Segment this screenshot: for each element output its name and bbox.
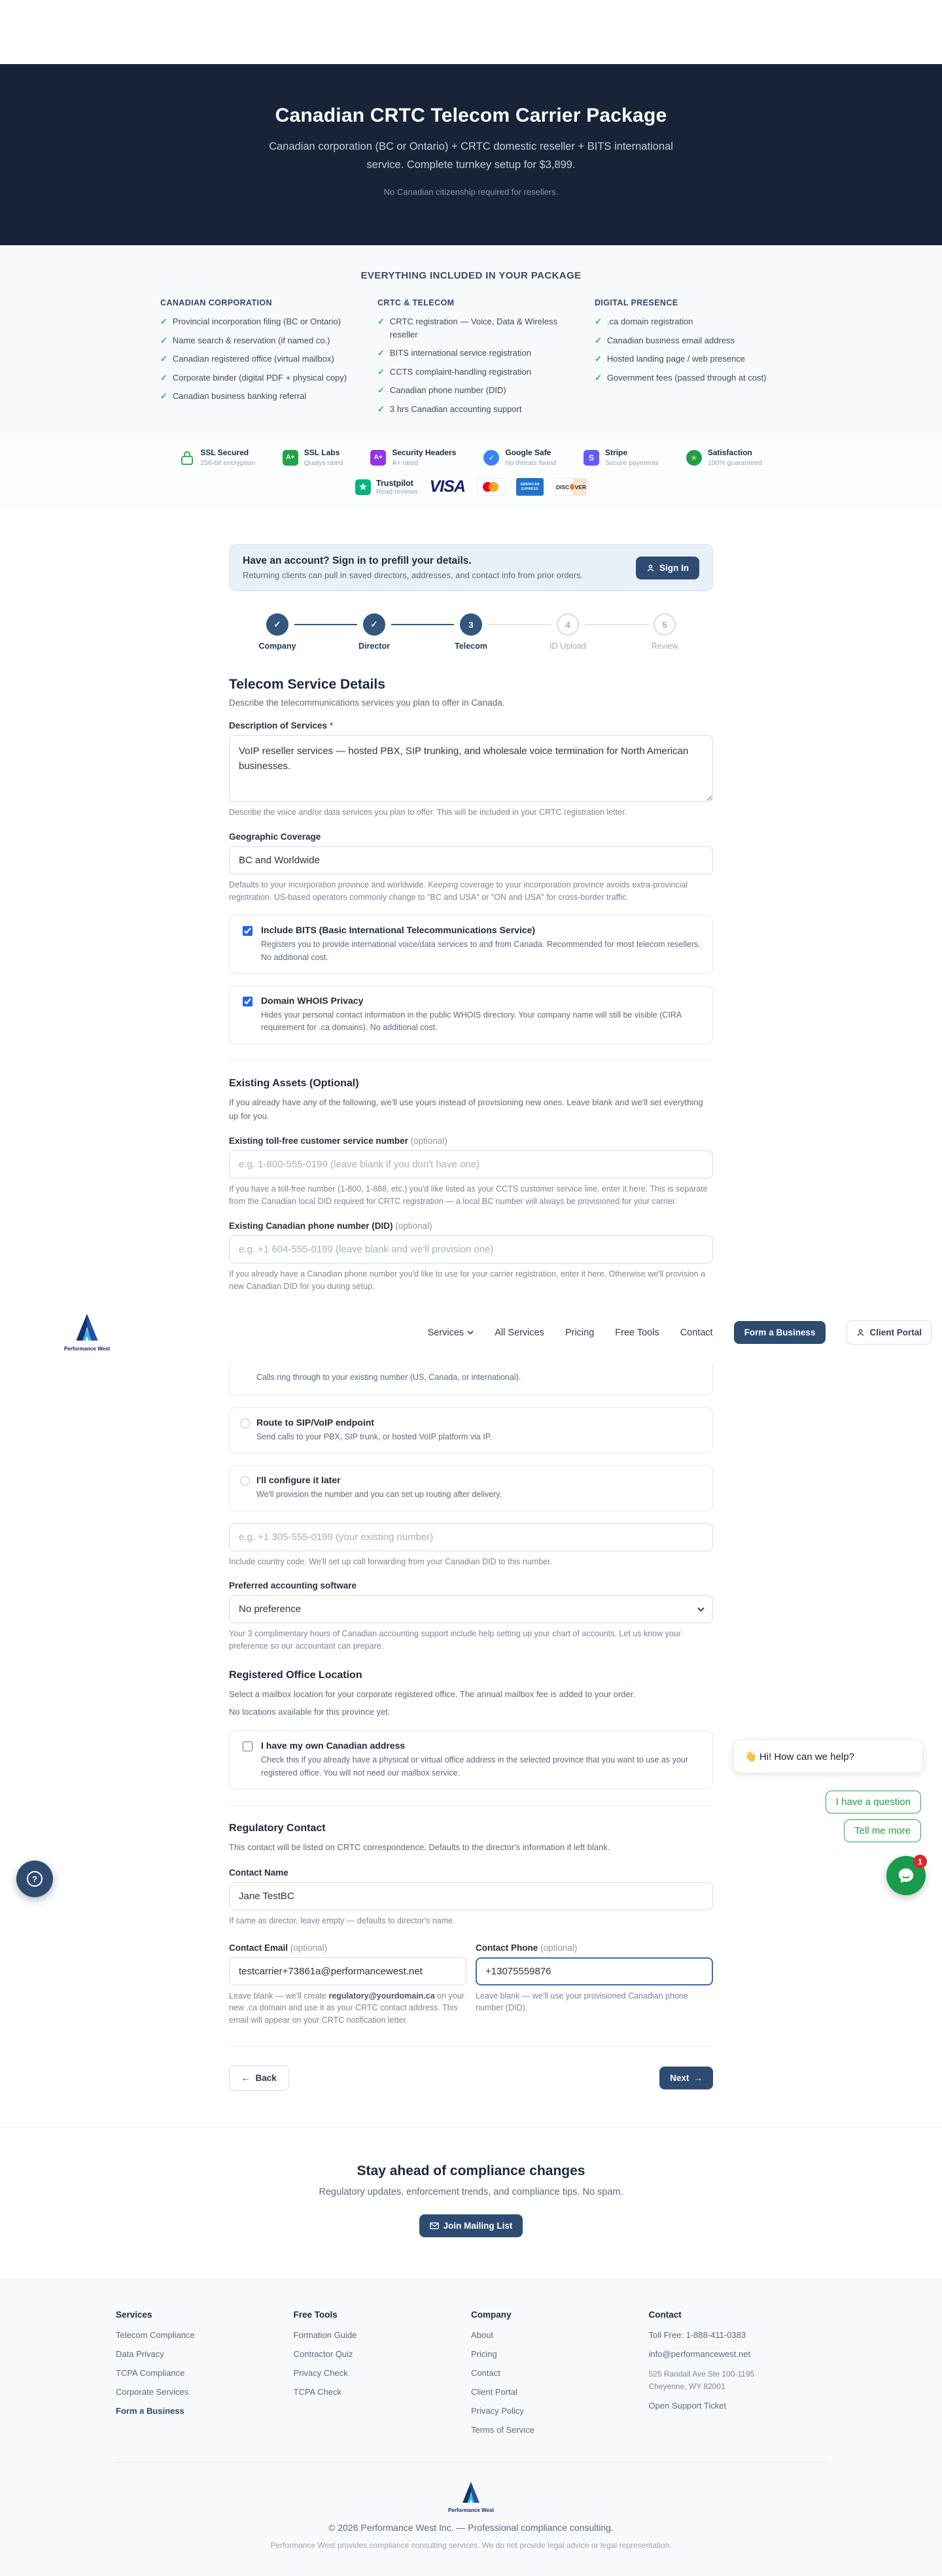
signin-title: Have an account? Sign in to prefill your details. bbox=[243, 555, 472, 567]
site-navbar bbox=[0, 1307, 942, 1357]
check-icon: ✓ bbox=[595, 335, 602, 345]
check-icon: ✓ bbox=[377, 404, 385, 414]
amex-logo: AMERICAN EXPRESS bbox=[516, 478, 544, 496]
check-icon: ✓ bbox=[377, 317, 385, 327]
visa-logo: VISA bbox=[429, 477, 465, 496]
user-icon bbox=[646, 564, 655, 572]
check-circle-icon: ✓ bbox=[483, 450, 499, 466]
tollfree-hint: If you have a toll-free number (1-800, 1-888, etc.) you'd like listed as your CCTS customer service line, enter it here. This is separate from the Canadian local DID required for CRTC registration — a local BC number will always be provisioned for your carrier. bbox=[229, 1184, 708, 1207]
tollfree-input[interactable] bbox=[229, 1150, 713, 1178]
description-textarea[interactable] bbox=[229, 735, 713, 802]
regulatory-desc: This contact will be listed on CRTC correspondence. Defaults to the director's information if left blank. bbox=[229, 1842, 610, 1853]
did-input[interactable] bbox=[229, 1235, 713, 1263]
newsletter-section bbox=[0, 2127, 942, 2279]
footer-link-form-a-business[interactable]: Form a Business bbox=[116, 2405, 184, 2416]
contact-phone-label: Contact Phone (optional) bbox=[476, 1942, 578, 1953]
own-address-checkbox[interactable] bbox=[243, 1742, 253, 1751]
step-telecom[interactable]: 3 Telecom bbox=[423, 613, 519, 651]
contact-email-hint: Leave blank — we'll create regulatory@yourdomain.ca on your new .ca domain and use it as your CRTC contact address. This email will appear on your CRTC notification letter. bbox=[229, 1991, 464, 2025]
top-whitespace bbox=[0, 0, 942, 64]
nav-item-pricing[interactable]: Pricing bbox=[565, 1327, 595, 1338]
back-button[interactable]: ← Back bbox=[229, 2065, 289, 2091]
logo-mark-icon bbox=[73, 1313, 101, 1345]
contact-name-hint: If same as director, leave empty — defaults to director's name. bbox=[229, 1915, 455, 1925]
unread-badge: 1 bbox=[913, 1855, 927, 1868]
bits-title: Include BITS (Basic International Telecommunications Service) bbox=[261, 925, 536, 936]
step-company[interactable]: ✓ Company bbox=[229, 613, 326, 651]
step-id-upload: 4 ID Upload bbox=[519, 613, 616, 651]
footer-link[interactable]: About bbox=[471, 2329, 493, 2340]
signin-banner bbox=[229, 544, 713, 591]
question-mark-icon: ? bbox=[27, 1871, 43, 1887]
existing-assets-intro: If you already have any of the following, we'll use yours instead of provisioning new ones. Leave blank and we'll set everything up for you. bbox=[229, 1097, 703, 1121]
office-desc: Select a mailbox location for your corporate registered office. The annual mailbox fee is added to your order. bbox=[229, 1689, 635, 1699]
trustpilot-link[interactable]: ★ Trustpilot Read reviews bbox=[355, 479, 418, 496]
own-address-card[interactable] bbox=[229, 1730, 713, 1789]
footer-email-link[interactable]: info@performancewest.net bbox=[648, 2348, 751, 2359]
join-mailing-list-button[interactable]: Join Mailing List bbox=[419, 2214, 523, 2237]
list-item: ✓ BITS international service registration bbox=[377, 347, 565, 360]
chat-greeting-text: 👋 Hi! How can we help? bbox=[744, 1751, 854, 1762]
chevron-down-icon bbox=[467, 1330, 474, 1335]
check-icon: ✓ bbox=[160, 391, 167, 402]
package-column-digital bbox=[595, 298, 782, 421]
nav-item-contact[interactable]: Contact bbox=[680, 1327, 713, 1338]
did-label: Existing Canadian phone number (DID) (optional) bbox=[229, 1220, 432, 1231]
chat-reply-question-button[interactable]: I have a question bbox=[826, 1791, 921, 1813]
divider bbox=[229, 1060, 713, 1061]
contact-email-label: Contact Email (optional) bbox=[229, 1942, 328, 1953]
badge-ssl-labs: A+ SSL Labs Qualys rated bbox=[283, 448, 343, 467]
list-item: ✓ Provincial incorporation filing (BC or Ontario) bbox=[160, 315, 347, 328]
envelope-icon bbox=[430, 2222, 439, 2229]
footer-link[interactable]: TCPA Compliance bbox=[116, 2367, 185, 2378]
copyright: © 2026 Performance West Inc. — Professional compliance consulting. bbox=[328, 2522, 614, 2533]
contact-phone-hint: Leave blank — we'll use your provisioned Canadian phone number (DID). bbox=[476, 1991, 688, 2013]
forward-option-hint: Calls ring through to your existing number (US, Canada, or international). bbox=[256, 1373, 521, 1382]
did-hint: If you already have a Canadian phone number you'd like to use for your carrier registration, enter it here. Otherwise we'll provision a new Canadian DID for you during setup. bbox=[229, 1269, 706, 1291]
tollfree-label: Existing toll-free customer service number (optional) bbox=[229, 1136, 447, 1146]
next-button[interactable]: Next → bbox=[659, 2067, 713, 2089]
whois-title: Domain WHOIS Privacy bbox=[261, 995, 364, 1006]
newsletter-subtitle: Regulatory updates, enforcement trends, and compliance tips. No spam. bbox=[319, 2186, 623, 2197]
check-icon: ✓ bbox=[377, 348, 385, 358]
chat-bubble-icon bbox=[896, 1866, 916, 1885]
office-heading: Registered Office Location bbox=[229, 1669, 362, 1681]
trust-strip bbox=[0, 438, 942, 506]
form-a-business-button[interactable]: Form a Business bbox=[734, 1321, 826, 1344]
sip-title: Route to SIP/VoIP endpoint bbox=[256, 1417, 374, 1428]
footer-support-ticket-link[interactable]: Open Support Ticket bbox=[648, 2401, 727, 2411]
help-fab-button[interactable] bbox=[16, 1861, 53, 1897]
site-footer bbox=[0, 2279, 942, 2576]
hero-section bbox=[0, 64, 942, 245]
regulatory-heading: Regulatory Contact bbox=[229, 1823, 326, 1834]
footer-link[interactable]: Client Portal bbox=[471, 2386, 517, 2397]
sip-radio[interactable] bbox=[240, 1418, 250, 1428]
performance-west-logo[interactable] bbox=[63, 1313, 111, 1352]
footer-link[interactable]: Telecom Compliance bbox=[116, 2329, 195, 2340]
client-portal-button[interactable]: Client Portal bbox=[846, 1320, 932, 1345]
footer-col-free-tools: Free Tools Formation Guide Contractor Quiz Privacy Check TCPA Check bbox=[294, 2310, 472, 2444]
list-item: ✓ Name search & reservation (if named co.) bbox=[160, 334, 347, 347]
stripe-icon: S bbox=[584, 450, 599, 466]
footer-col-services: Services Telecom Compliance Data Privacy TCPA Compliance Corporate Services Form a Business bbox=[116, 2310, 294, 2444]
check-icon: ✓ bbox=[595, 317, 602, 327]
footer-logo bbox=[447, 2481, 495, 2513]
contact-email-input[interactable] bbox=[229, 1957, 466, 1985]
configure-later-radio[interactable] bbox=[240, 1476, 250, 1486]
footer-col-contact: Contact Toll Free: 1-888-411-0383 info@performancewest.net 525 Randall Ave Ste 100-1195 Cheyenne, WY 82001 Open Support Ticket bbox=[649, 2310, 827, 2444]
check-icon: ✓ bbox=[160, 317, 167, 327]
configure-later-card[interactable] bbox=[229, 1465, 713, 1511]
check-icon: ✓ bbox=[377, 385, 385, 396]
footer-link[interactable]: Pricing bbox=[471, 2348, 497, 2359]
list-item: ✓ Canadian business email address bbox=[595, 334, 782, 347]
step-review: 5 Review bbox=[616, 613, 713, 651]
footer-link[interactable]: TCPA Check bbox=[293, 2386, 341, 2397]
package-column-title: CRTC & TELECOM bbox=[377, 298, 455, 308]
geo-input[interactable] bbox=[229, 846, 713, 874]
footer-link[interactable]: Data Privacy bbox=[116, 2348, 164, 2359]
sip-option-card[interactable] bbox=[229, 1407, 713, 1453]
contact-name-input[interactable] bbox=[229, 1882, 713, 1910]
check-icon: ✓ bbox=[160, 354, 167, 364]
arrow-left-icon: ← bbox=[241, 2072, 251, 2083]
accounting-label: Preferred accounting software bbox=[229, 1581, 357, 1591]
contact-phone-input[interactable] bbox=[476, 1957, 713, 1985]
package-column-title: CANADIAN CORPORATION bbox=[160, 298, 272, 308]
list-item: ✓ Canadian phone number (DID) bbox=[377, 384, 565, 397]
logo-text: Performance West bbox=[63, 1346, 111, 1352]
chat-reply-more-button[interactable]: Tell me more bbox=[844, 1819, 921, 1842]
progress-steps bbox=[229, 613, 713, 651]
list-item: ✓ Canadian business banking referral bbox=[160, 390, 347, 403]
package-section bbox=[0, 245, 942, 438]
footer-address: 525 Randall Ave Ste 100-1195 Cheyenne, WY 82001 bbox=[648, 2369, 755, 2392]
footer-link[interactable]: Formation Guide bbox=[293, 2329, 357, 2340]
accounting-select[interactable]: No preference bbox=[229, 1595, 713, 1623]
trustpilot-star-icon: ★ bbox=[355, 479, 371, 495]
list-item: ✓ CRTC registration — Voice, Data & Wireless reseller bbox=[377, 315, 565, 341]
list-item: ✓ Government fees (passed through at cost) bbox=[595, 371, 782, 385]
bits-desc: Registers you to provide international voice/data services to and from Canada. Recommended for most telecom resellers. No additional cost. bbox=[261, 940, 701, 962]
footer-link[interactable]: Privacy Policy bbox=[471, 2405, 524, 2416]
footer-tollfree-link[interactable]: Toll Free: 1-888-411-0383 bbox=[648, 2329, 746, 2340]
discover-logo: DISC VER bbox=[555, 478, 587, 496]
contact-name-label: Contact Name bbox=[229, 1867, 288, 1878]
check-icon: ✓ bbox=[595, 372, 602, 383]
footer-link[interactable]: Corporate Services bbox=[116, 2386, 189, 2397]
badge-google-safe: ✓ Google Safe No threats found bbox=[483, 448, 556, 467]
a-plus-icon: A+ bbox=[370, 450, 386, 466]
existing-assets-heading: Existing Assets (Optional) bbox=[229, 1077, 359, 1089]
list-item: ✓ .ca domain registration bbox=[595, 315, 782, 328]
footer-col-company: Company About Pricing Contact Client Portal Privacy Policy Terms of Service bbox=[471, 2310, 649, 2444]
whois-checkbox[interactable] bbox=[243, 997, 253, 1006]
newsletter-title: Stay ahead of compliance changes bbox=[357, 2163, 585, 2178]
check-icon: ✓ bbox=[595, 354, 602, 364]
footer-link[interactable]: Contractor Quiz bbox=[293, 2348, 353, 2359]
step-director[interactable]: ✓ Director bbox=[326, 613, 423, 651]
mastercard-logo bbox=[477, 478, 504, 496]
page-title: Canadian CRTC Telecom Carrier Package bbox=[275, 105, 667, 126]
description-hint: Describe the voice and/or data services you plan to offer. This will be included in your CRTC registration letter. bbox=[229, 808, 627, 817]
form-title: Telecom Service Details bbox=[229, 677, 385, 693]
package-column-title: DIGITAL PRESENCE bbox=[595, 298, 678, 308]
badge-stripe: S Stripe Secure payments bbox=[584, 448, 659, 467]
footer-link[interactable]: Privacy Check bbox=[293, 2367, 348, 2378]
badge-ssl-secured: SSL Secured 256-bit encryption bbox=[180, 448, 254, 467]
sign-in-button[interactable]: Sign In bbox=[636, 557, 699, 579]
configure-later-desc: We'll provision the number and you can set up routing after delivery. bbox=[256, 1490, 502, 1500]
forward-number-input[interactable] bbox=[229, 1523, 713, 1551]
footer-link[interactable]: Contact bbox=[471, 2367, 500, 2378]
own-address-title: I have my own Canadian address bbox=[261, 1740, 406, 1751]
form-subtitle: Describe the telecommunications services you plan to offer in Canada. bbox=[229, 698, 505, 708]
own-address-desc: Check this if you already have a physical or virtual office address in the selected province that you want to use as your registered office. You will not need our mailbox service. bbox=[261, 1755, 688, 1777]
nav-item-all-services[interactable]: All Services bbox=[495, 1327, 544, 1338]
chat-launcher-button[interactable] bbox=[886, 1856, 926, 1895]
lock-icon bbox=[180, 450, 194, 466]
configure-later-title: I'll configure it later bbox=[256, 1475, 341, 1486]
nav-item-free-tools[interactable]: Free Tools bbox=[615, 1327, 659, 1338]
nav-item-services[interactable]: Services bbox=[428, 1328, 474, 1338]
list-item: ✓ 3 hrs Canadian accounting support bbox=[377, 403, 565, 416]
list-item: ✓ Corporate binder (digital PDF + physical copy) bbox=[160, 371, 347, 385]
star-circle-icon: ★ bbox=[686, 450, 702, 466]
check-icon: ✓ bbox=[377, 366, 385, 377]
divider bbox=[229, 1805, 713, 1806]
whois-option-card[interactable] bbox=[229, 986, 713, 1044]
list-item: ✓ Hosted landing page / web presence bbox=[595, 352, 782, 366]
check-icon: ✓ bbox=[160, 372, 167, 383]
footer-link[interactable]: Terms of Service bbox=[471, 2424, 534, 2435]
geo-label: Geographic Coverage bbox=[229, 831, 321, 842]
user-icon bbox=[856, 1328, 865, 1337]
package-heading: EVERYTHING INCLUDED IN YOUR PACKAGE bbox=[360, 270, 582, 282]
chat-greeting-bubble bbox=[734, 1741, 922, 1772]
badge-satisfaction: ★ Satisfaction 100% guaranteed bbox=[686, 448, 762, 467]
sip-desc: Send calls to your PBX, SIP trunk, or hosted VoIP platform via IP. bbox=[256, 1432, 492, 1441]
arrow-right-icon: → bbox=[693, 2072, 703, 2083]
bits-checkbox[interactable] bbox=[243, 926, 253, 936]
signin-subtitle: Returning clients can pull in saved directors, addresses, and contact info from prior orders. bbox=[243, 570, 584, 581]
package-column-telecom bbox=[377, 298, 565, 421]
badge-security-headers: A+ Security Headers A+ rated bbox=[370, 448, 456, 467]
geo-hint: Defaults to your incorporation province and worldwide. Keeping coverage to your incorporation province avoids extra-provincial registration. US-based operators commonly change to "BC and USA" or "ON and USA" for cross-border traffic. bbox=[229, 880, 688, 902]
list-item: ✓ Canadian registered office (virtual mailbox) bbox=[160, 352, 347, 366]
description-label: Description of Services * bbox=[229, 721, 334, 731]
logo-text: Performance West bbox=[447, 2507, 495, 2513]
whois-desc: Hides your personal contact information in the public WHOIS directory. Your company name will still be visible (CIRA requirement for .ca domains). No additional cost. bbox=[261, 1010, 682, 1033]
divider bbox=[229, 2046, 713, 2047]
chevron-down-icon bbox=[697, 1607, 705, 1611]
accounting-hint: Your 3 complimentary hours of Canadian accounting support include help setting up your chart of accounts. Let us know your preference so our accountant can prepare. bbox=[229, 1629, 681, 1651]
office-empty-note: No locations available for this province yet. bbox=[229, 1706, 391, 1717]
check-icon: ✓ bbox=[160, 335, 167, 345]
disclaimer: Performance West provides compliance consulting services. We do not provide legal advice or legal representation. bbox=[270, 2540, 672, 2550]
forward-number-hint: Include country code. We'll set up call forwarding from your Canadian DID to this number. bbox=[229, 1556, 553, 1566]
bits-option-card[interactable] bbox=[229, 915, 713, 974]
hero-subtitle: Canadian corporation (BC or Ontario) + CRTC domestic reseller + BITS international service. Complete turnkey setup for $3,899. bbox=[269, 141, 673, 171]
a-plus-icon: A+ bbox=[283, 450, 298, 466]
package-column-corporation bbox=[160, 298, 347, 421]
list-item: ✓ CCTS complaint-handling registration bbox=[377, 366, 565, 379]
forward-option-card-cropped[interactable] bbox=[229, 1364, 713, 1395]
hero-note: No Canadian citizenship required for resellers. bbox=[383, 187, 559, 197]
